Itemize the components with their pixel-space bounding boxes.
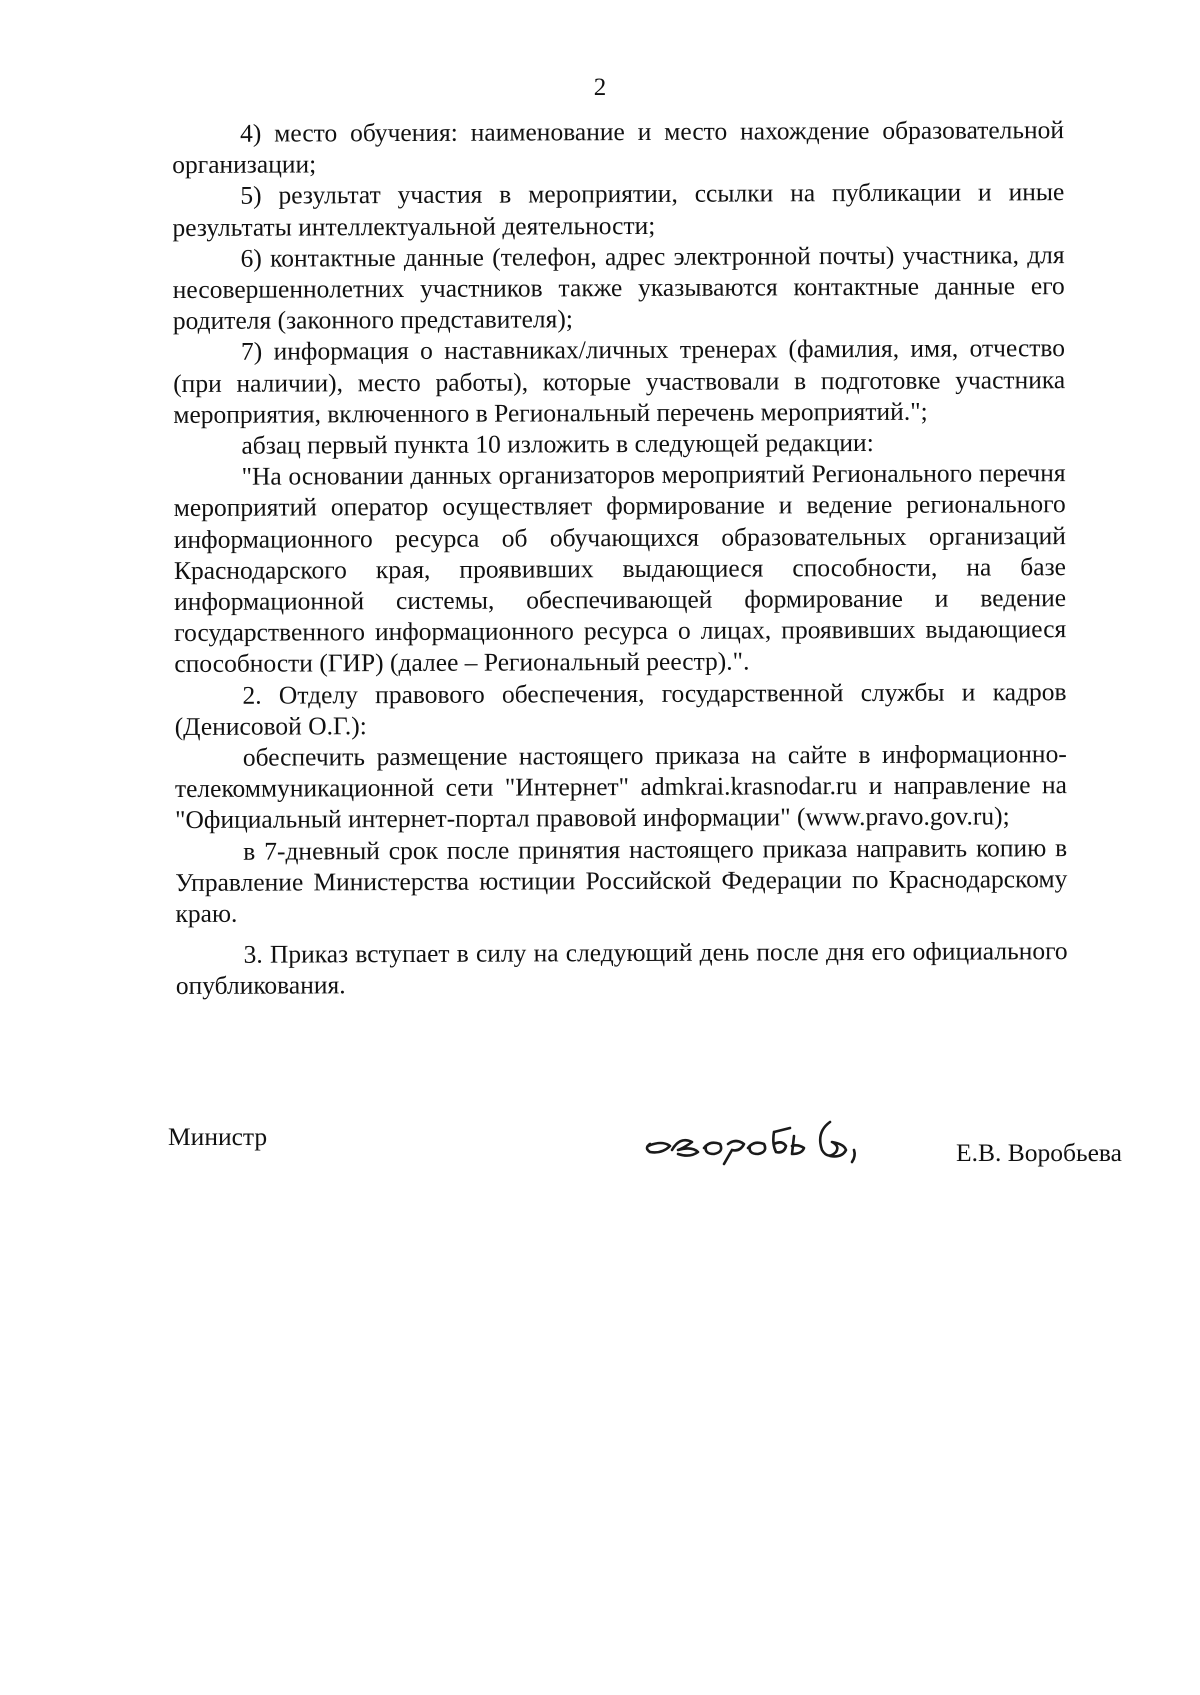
paragraph-item-4-study-place: 4) место обучения: наименование и место нахождение образовательной организации; <box>172 115 1065 180</box>
paragraph-item-6-contacts: 6) контактные данные (телефон, адрес электронной почты) участника, для несовершеннолетних участников также указываются контактные данные его родителя (законного представителя); <box>172 239 1065 336</box>
paragraph-section-2: 2. Отделу правового обеспечения, государственной службы и кадров (Денисовой О.Г.): <box>174 676 1067 741</box>
page-number: 2 <box>593 74 607 101</box>
paragraph-publish-site: обеспечить размещение настоящего приказа на сайте в информационно-телекоммуникационной сети "Интернет" admkrai.krasnodar.ru и направление на "Официальный интернет-портал правовой информации" (www.pravo.gov.ru); <box>174 739 1067 835</box>
document-body <box>172 114 1068 1002</box>
handwritten-signature <box>640 1110 900 1166</box>
paragraph-section-3: 3. Приказ вступает в силу на следующий день после дня его официального опубликования. <box>175 936 1068 1001</box>
paragraph-item-7-mentors: 7) информация о наставниках/личных тренерах (фамилия, имя, отчество (при наличии), место работы), которые участвовали в подготовке участника мероприятия, включенного в Региональный перечень мероприятий."; <box>173 333 1066 429</box>
signature-block <box>0 1122 1200 1182</box>
paragraph-amend-point-10: абзац первый пункта 10 изложить в следующей редакции: <box>241 427 874 460</box>
signatory-title: Министр <box>168 1122 268 1151</box>
paragraph-item-5-result: 5) результат участия в мероприятии, ссылки на публикации и иные результаты интеллектуальной деятельности; <box>172 177 1065 242</box>
signatory-name: Е.В. Воробьева <box>956 1138 1122 1167</box>
paragraph-point-10-text: "На основании данных организаторов мероприятий Регионального перечня мероприятий оператор осуществляет формирование и ведение регионального информационного ресурса об обучающихся образовательных организаций Краснодарского края, проявивших выдающиеся способности, на базе информационной системы, обеспечивающей формирование и ведение государственного информационного ресурса о лицах, проявивших выдающиеся способности (ГИР) (далее – Региональный реестр).". <box>173 458 1067 679</box>
paragraph-send-copy: в 7-дневный срок после принятия настоящего приказа направить копию в Управление Министерства юстиции Российской Федерации по Краснодарскому краю. <box>175 832 1068 929</box>
